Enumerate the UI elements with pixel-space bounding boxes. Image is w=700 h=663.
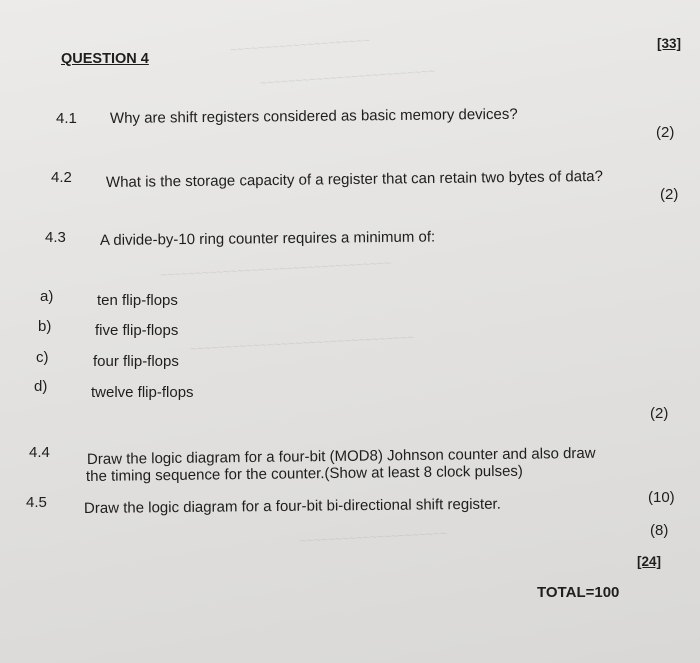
question-marks: (10)	[648, 489, 675, 506]
option-letter: a)	[40, 288, 54, 305]
question-heading: QUESTION 4	[61, 51, 149, 67]
option-text: four flip-flops	[93, 353, 179, 370]
question-number: 4.2	[51, 169, 72, 186]
option-letter: c)	[36, 349, 49, 366]
option-letter: b)	[38, 318, 52, 335]
question-text: Why are shift registers considered as basic memory devices?	[109, 105, 518, 127]
total-marks-box: [33]	[657, 36, 682, 51]
option-text: five flip-flops	[95, 322, 179, 339]
question-number: 4.5	[26, 494, 47, 511]
question-number: 4.1	[56, 110, 77, 127]
question-text: What is the storage capacity of a register that can retain two bytes of data?	[105, 167, 604, 191]
question-text: A divide-by-10 ring counter requires a minimum of:	[99, 228, 436, 249]
question-marks: (2)	[660, 186, 679, 203]
question-number: 4.4	[29, 444, 50, 461]
question-marks: (2)	[650, 405, 669, 422]
section-subtotal-box: [24]	[637, 554, 662, 569]
option-text: ten flip-flops	[97, 292, 178, 309]
option-text: twelve flip-flops	[91, 384, 194, 401]
question-marks: (8)	[650, 522, 669, 539]
question-text-line-2: the timing sequence for the counter.(Show at least 8 clock pulses)	[85, 462, 523, 485]
question-text: Draw the logic diagram for a four-bit bi-directional shift register.	[83, 495, 501, 517]
question-number: 4.3	[45, 229, 66, 246]
question-marks: (2)	[656, 124, 675, 141]
option-letter: d)	[34, 378, 48, 395]
question-text-line-1: Draw the logic diagram for a four-bit (MOD8) Johnson counter and also draw	[86, 444, 596, 468]
grand-total: TOTAL=100	[537, 584, 620, 601]
